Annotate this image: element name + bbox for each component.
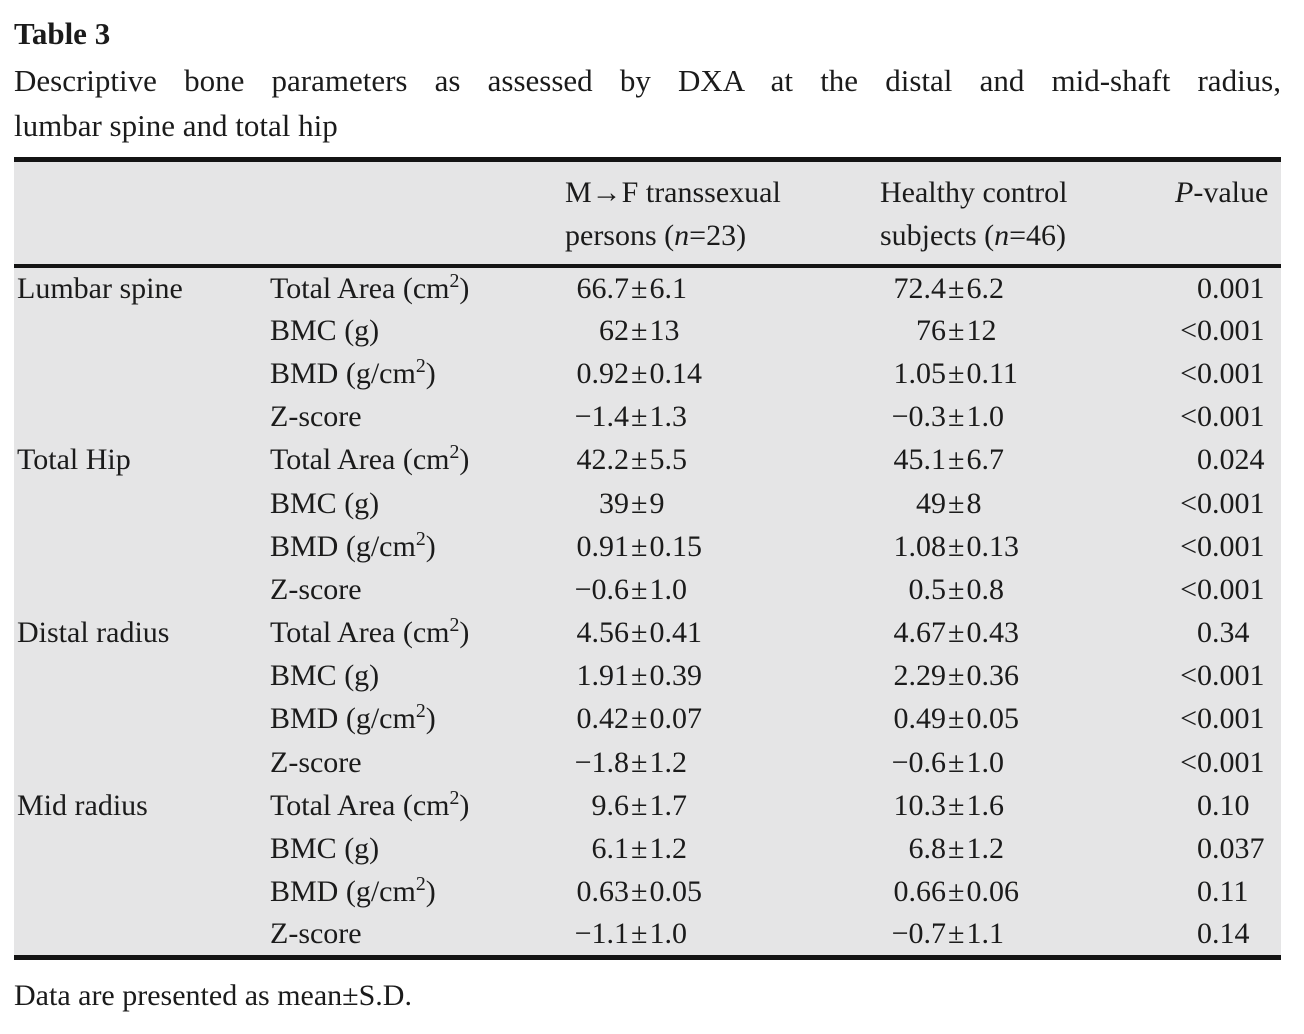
superscript: 2 <box>449 441 460 464</box>
table-title: Table 3 <box>14 16 111 51</box>
plus-minus-sign: ± <box>948 529 965 563</box>
transsexual-value-cell: 9.6±1.7 <box>591 788 687 822</box>
table-body <box>14 266 1281 957</box>
plus-minus-sign: ± <box>631 875 648 909</box>
region-cell <box>14 396 270 439</box>
plus-minus-sign: ± <box>631 745 648 779</box>
superscript: 2 <box>415 873 426 896</box>
parameter-cell: BMD $(g/cm^2)$ <box>270 354 436 390</box>
less-than-sign: < <box>1180 529 1197 563</box>
region-cell: Lumbar spine <box>17 271 183 305</box>
superscript: 2 <box>415 700 426 723</box>
header-region-spacer <box>14 160 270 267</box>
plus-minus-sign: ± <box>948 788 965 822</box>
plus-minus-sign: ± <box>948 875 965 909</box>
region-cell <box>14 309 270 352</box>
less-than-sign: < <box>1180 572 1197 606</box>
control-value-cell: 1.08±0.13 <box>893 529 1019 563</box>
region-cell: Mid radius <box>17 788 148 822</box>
transsexual-value-cell: 62±13 <box>599 313 680 347</box>
table-row <box>14 871 1281 914</box>
parameter-cell: BMC (g) <box>270 486 380 520</box>
plus-minus-sign: ± <box>631 443 648 477</box>
plus-minus-sign: ± <box>948 659 965 693</box>
superscript: 2 <box>449 786 460 809</box>
region-cell <box>14 871 270 914</box>
control-value-cell: 49±8 <box>916 486 982 520</box>
region-cell <box>14 525 270 568</box>
less-than-sign: < <box>1180 356 1197 390</box>
p-value-cell: 0.001 <box>1197 271 1265 305</box>
control-value-cell: 76±12 <box>916 313 997 347</box>
parameter-cell: Z-score <box>270 917 362 951</box>
plus-minus-sign: ± <box>948 271 965 305</box>
parameter-cell: BMC (g) <box>270 832 380 866</box>
transsexual-value-cell: 0.42±0.07 <box>576 702 702 736</box>
control-value-cell: 6.8±1.2 <box>908 832 1004 866</box>
plus-minus-sign: ± <box>631 788 648 822</box>
plus-minus-sign: ± <box>631 572 648 606</box>
table-caption <box>14 58 1281 148</box>
plus-minus-sign: ± <box>631 917 648 951</box>
p-value-cell: <0.001 <box>1175 525 1281 568</box>
control-value-cell: 0.5±0.8 <box>908 572 1004 606</box>
region-cell <box>14 568 270 611</box>
region-cell <box>14 914 270 957</box>
less-than-sign: < <box>1180 702 1197 736</box>
plus-minus-sign: ± <box>948 832 965 866</box>
less-than-sign: < <box>1180 486 1197 520</box>
less-than-sign: < <box>1180 659 1197 693</box>
region-cell <box>14 482 270 525</box>
plus-minus-sign: ± <box>631 313 648 347</box>
parameter-cell: Z-score <box>270 400 362 434</box>
p-value-cell: 0.024 <box>1197 443 1265 477</box>
plus-minus-sign: ± <box>948 356 965 390</box>
transsexual-value-cell: 0.63±0.05 <box>576 875 702 909</box>
control-value-cell: 1.05±0.11 <box>893 356 1018 390</box>
plus-minus-sign: ± <box>631 702 648 736</box>
p-value-cell: <0.001 <box>1175 568 1281 611</box>
header-p-value-label: P-value <box>1175 176 1269 209</box>
header-control-line-2: subjects (n=46) <box>880 219 1067 252</box>
plus-minus-sign: ± <box>631 659 648 693</box>
header-transsexual-line-1: M→F transsexual <box>565 176 781 209</box>
control-value-cell: 10.3±1.6 <box>893 788 1004 822</box>
transsexual-value-cell: 1.91±0.39 <box>576 659 702 693</box>
transsexual-value-cell: 6.1±1.2 <box>591 832 687 866</box>
header-control-line-1: Healthy control <box>880 176 1068 209</box>
transsexual-value-cell: −0.6±1.0 <box>574 572 687 606</box>
table-row <box>14 309 1281 352</box>
control-value-cell: 4.67±0.43 <box>893 616 1019 650</box>
header-row <box>14 160 1281 267</box>
plus-minus-sign: ± <box>631 529 648 563</box>
plus-minus-sign: ± <box>631 356 648 390</box>
plus-minus-sign: ± <box>631 486 648 520</box>
header-control-group <box>880 160 1175 267</box>
control-value-cell: 2.29±0.36 <box>893 659 1019 693</box>
parameter-cell: Total Area $(cm^2)$ <box>270 269 470 305</box>
p-value-cell: <0.001 <box>1175 482 1281 525</box>
transsexual-value-cell: 66.7±6.1 <box>576 271 687 305</box>
transsexual-value-cell: −1.8±1.2 <box>574 745 687 779</box>
transsexual-value-cell: 4.56±0.41 <box>576 616 702 650</box>
plus-minus-sign: ± <box>631 832 648 866</box>
region-cell: Total Hip <box>17 443 131 477</box>
caption-line-2: lumbar spine and total hip <box>14 108 338 143</box>
region-cell <box>14 352 270 395</box>
header-parameter-spacer <box>270 160 565 267</box>
table-row <box>14 655 1281 698</box>
table-row <box>14 396 1281 439</box>
control-value-cell: 0.66±0.06 <box>893 875 1019 909</box>
p-value-cell: <0.001 <box>1175 655 1281 698</box>
parameter-cell: BMC (g) <box>270 313 380 347</box>
parameter-cell: BMC (g) <box>270 659 380 693</box>
parameter-cell: Total Area $(cm^2)$ <box>270 441 470 477</box>
control-value-cell: −0.6±1.0 <box>891 745 1004 779</box>
plus-minus-sign: ± <box>631 271 648 305</box>
transsexual-value-cell: −1.4±1.3 <box>574 400 687 434</box>
region-cell <box>14 698 270 741</box>
transsexual-value-cell: 42.2±5.5 <box>576 443 687 477</box>
parameter-cell: BMD $(g/cm^2)$ <box>270 873 436 909</box>
plus-minus-sign: ± <box>948 400 965 434</box>
plus-minus-sign: ± <box>948 486 965 520</box>
region-cell <box>14 741 270 784</box>
table-row <box>14 352 1281 395</box>
plus-minus-sign: ± <box>948 443 965 477</box>
p-value-cell: 0.11 <box>1197 875 1249 909</box>
superscript: 2 <box>415 527 426 550</box>
table-header <box>14 160 1281 267</box>
plus-minus-sign: ± <box>631 616 648 650</box>
table-row <box>14 482 1281 525</box>
less-than-sign: < <box>1180 400 1197 434</box>
parameter-cell: Z-score <box>270 745 362 779</box>
p-value-cell: 0.14 <box>1197 917 1250 951</box>
table-footnote: Data are presented as mean±S.D. <box>14 978 412 1012</box>
table-row <box>14 439 1281 482</box>
parameter-cell: Total Area $(cm^2)$ <box>270 786 470 822</box>
p-value-cell: 0.34 <box>1197 616 1250 650</box>
table-row <box>14 568 1281 611</box>
less-than-sign: < <box>1180 745 1197 779</box>
header-transsexual-line-2: persons (n=23) <box>565 219 747 252</box>
table-row <box>14 612 1281 655</box>
control-value-cell: −0.3±1.0 <box>891 400 1004 434</box>
control-value-cell: −0.7±1.1 <box>891 917 1004 951</box>
superscript: 2 <box>449 269 460 292</box>
transsexual-value-cell: 39±9 <box>599 486 665 520</box>
plus-minus-sign: ± <box>948 702 965 736</box>
plus-minus-sign: ± <box>948 572 965 606</box>
control-value-cell: 0.49±0.05 <box>893 702 1019 736</box>
table-row <box>14 698 1281 741</box>
transsexual-value-cell: 0.91±0.15 <box>576 529 702 563</box>
p-value-cell: 0.037 <box>1197 832 1265 866</box>
p-value-cell: <0.001 <box>1175 309 1281 352</box>
parameter-cell: Total Area $(cm^2)$ <box>270 614 470 650</box>
plus-minus-sign: ± <box>948 917 965 951</box>
transsexual-value-cell: −1.1±1.0 <box>574 917 687 951</box>
p-value-cell: <0.001 <box>1175 698 1281 741</box>
transsexual-value-cell: 0.92±0.14 <box>576 356 702 390</box>
region-cell <box>14 827 270 870</box>
plus-minus-sign: ± <box>948 745 965 779</box>
header-transsexual-group <box>565 160 880 267</box>
parameter-cell: Z-score <box>270 572 362 606</box>
p-value-cell: <0.001 <box>1175 352 1281 395</box>
table-row <box>14 784 1281 827</box>
p-value-cell: <0.001 <box>1175 396 1281 439</box>
bone-parameters-table <box>14 157 1281 960</box>
p-value-cell: <0.001 <box>1175 741 1281 784</box>
parameter-cell: BMD $(g/cm^2)$ <box>270 527 436 563</box>
region-cell: Distal radius <box>17 616 170 650</box>
plus-minus-sign: ± <box>948 313 965 347</box>
plus-minus-sign: ± <box>631 400 648 434</box>
less-than-sign: < <box>1180 313 1197 347</box>
table-row <box>14 266 1281 309</box>
region-cell <box>14 655 270 698</box>
plus-minus-sign: ± <box>948 616 965 650</box>
control-value-cell: 72.4±6.2 <box>893 271 1004 305</box>
caption-line-1: Descriptive bone parameters as assessed by DXA at the distal and mid-shaft radius, <box>14 63 1281 98</box>
control-value-cell: 45.1±6.7 <box>893 443 1004 477</box>
table-row <box>14 914 1281 957</box>
table-row <box>14 525 1281 568</box>
p-value-cell: 0.10 <box>1197 788 1250 822</box>
superscript: 2 <box>415 354 426 377</box>
header-p-value <box>1175 160 1281 267</box>
superscript: 2 <box>449 614 460 637</box>
table-row <box>14 827 1281 870</box>
table-row <box>14 741 1281 784</box>
parameter-cell: BMD $(g/cm^2)$ <box>270 700 436 736</box>
